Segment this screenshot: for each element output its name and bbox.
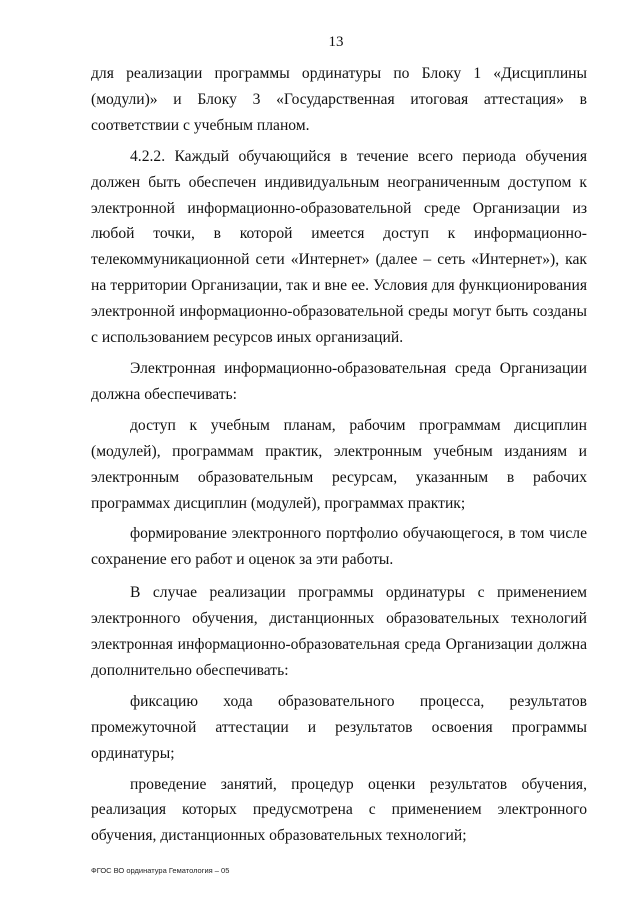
- document-body: [91, 61, 587, 854]
- paragraph-4-2-2: 4.2.2. Каждый обучающийся в течение всего периода обучения должен быть обеспечен индивидуальным неограниченным доступом к электронной информационно-образовательной среде Организации из любой точки, в которой имеется доступ к информационно-телекоммуникационной сети «Интернет» (далее – сеть «Интернет»), как на территории Организации, так и вне ее. Условия для функционирования электронной информационно-образовательной среды могут быть созданы с использованием ресурсов иных организаций.: [91, 147, 587, 347]
- paragraph-portfolio: формирование электронного портфолио обучающегося, в том числе сохранение его работ и оценок за эти работы.: [91, 525, 587, 569]
- paragraph-access-to-plans: доступ к учебным планам, рабочим программам дисциплин (модулей), программам практик, электронным учебным изданиям и электронным образовательным ресурсам, указанным в рабочих программах дисциплин (модулей), программах практик;: [91, 416, 587, 512]
- paragraph-distance-learning: В случае реализации программы ординатуры с применением электронного обучения, дистанционных образовательных технологий электронная информационно-образовательная среда Организации должна дополнительно обеспечивать:: [91, 584, 587, 679]
- page-number: 13: [328, 34, 344, 50]
- paragraph-environment-requirements: Электронная информационно-образовательная среда Организации должна обеспечивать:: [91, 359, 587, 403]
- page-footer: ФГОС ВО ординатура Гематология – 05: [91, 866, 230, 875]
- paragraph-recording-process: фиксацию хода образовательного процесса, результатов промежуточной аттестации и результатов освоения программы ординатуры;: [91, 692, 587, 762]
- paragraph-continuation: для реализации программы ординатуры по Блоку 1 «Дисциплины (модули)» и Блоку 3 «Государственная итоговая аттестация» в соответствии с учебным планом.: [91, 65, 587, 134]
- paragraph-conducting-classes: проведение занятий, процедур оценки результатов обучения, реализация которых предусмотрена с применением электронного обучения, дистанционных образовательных технологий;: [91, 775, 587, 845]
